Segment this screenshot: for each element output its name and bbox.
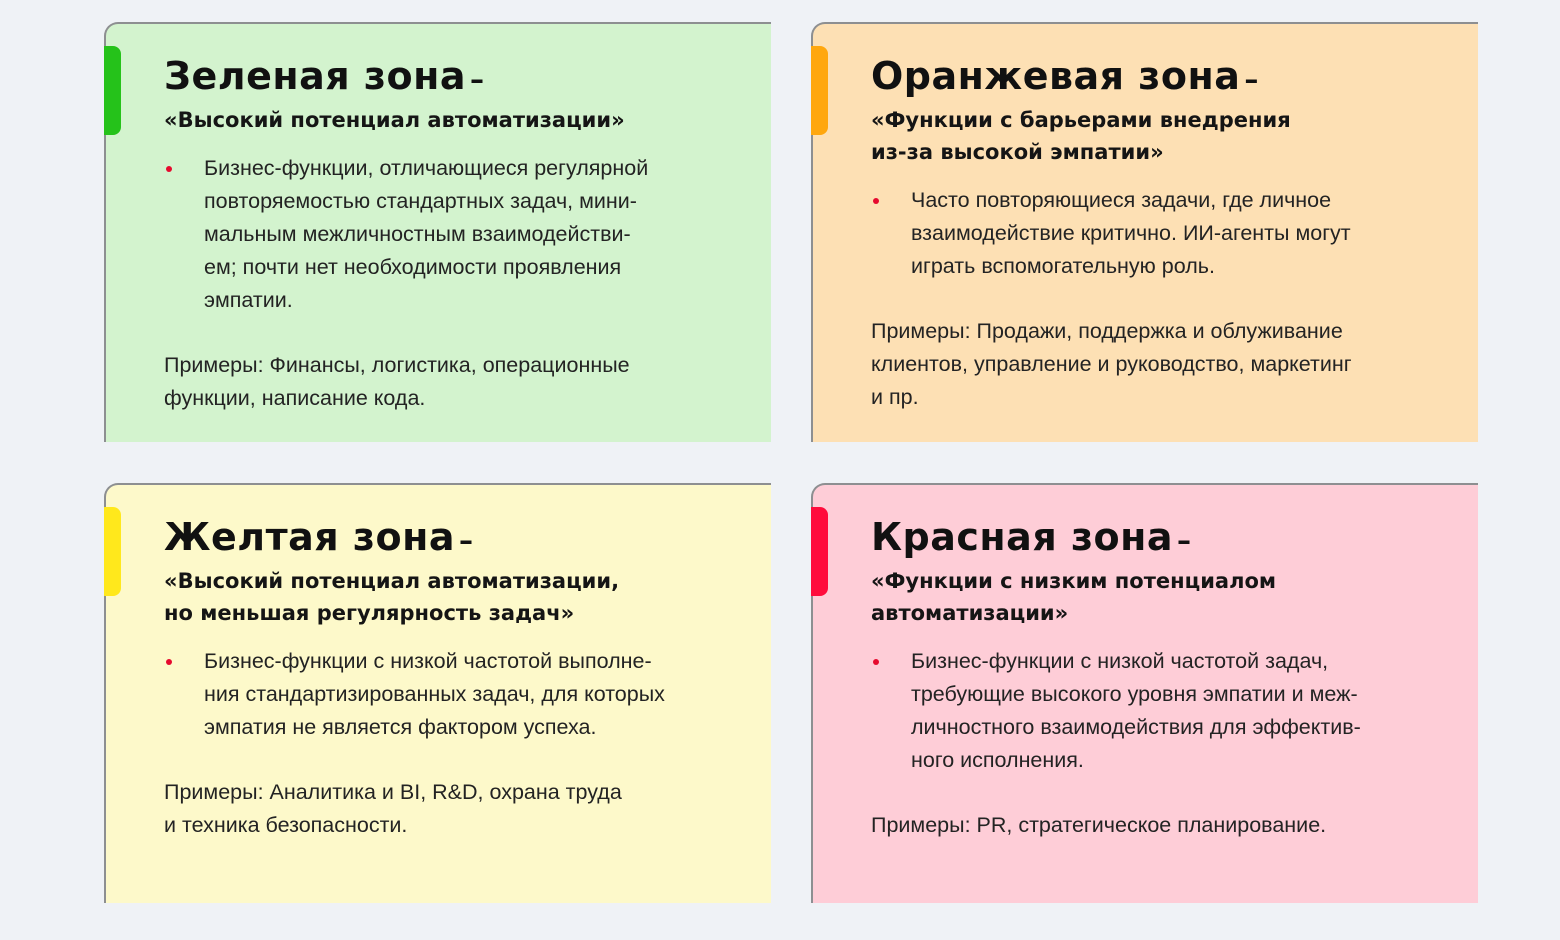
yellow-zone-examples: Примеры: Аналитика и BI, R&D, охрана труда и техника безопасности. — [164, 780, 622, 837]
red-accent-bar — [811, 507, 828, 596]
yellow-zone-title-dash: – — [459, 524, 474, 557]
red-zone-title — [871, 513, 1450, 565]
green-zone-bullet-text: Бизнес-функции, отличающиеся регулярной повторяемостью стандартных задач, мини- мальным межличностным взаимодействи- ем; почти нет необходимости проявления эмпатии. — [204, 156, 649, 312]
yellow-zone-bullet-text: Бизнес-функции с низкой частотой выполне- ния стандартизированных задач, для которых эмпатия не является фактором успеха. — [204, 649, 665, 739]
red-zone-bullet-text: Бизнес-функции с низкой частотой задач, требующие высокого уровня эмпатии и меж- личностного взаимодействия для эффектив- ного исполнения. — [911, 649, 1361, 772]
red-zone-examples: Примеры: PR, стратегическое планирование. — [871, 813, 1327, 837]
green-zone-title — [164, 52, 743, 104]
yellow-zone-title-text: Желтая зона — [164, 515, 456, 559]
bullet-dot-icon — [166, 659, 172, 665]
bullet-dot-icon — [873, 198, 879, 204]
orange-zone-title-text: Оранжевая зона — [871, 54, 1241, 98]
orange-accent-bar — [811, 46, 828, 135]
yellow-zone-title — [164, 513, 743, 565]
bullet-dot-icon — [873, 659, 879, 665]
orange-zone-bullet — [871, 184, 1450, 283]
yellow-zone-subtitle: «Высокий потенциал автоматизации, но меньшая регулярность задач» — [164, 569, 620, 625]
green-zone-bullet — [164, 152, 743, 317]
green-accent-bar — [104, 46, 121, 135]
green-zone-content — [164, 52, 743, 415]
green-zone-examples: Примеры: Финансы, логистика, операционные функции, написание кода. — [164, 353, 630, 410]
green-zone-title-dash: – — [469, 63, 485, 96]
red-zone-title-text: Красная зона — [871, 515, 1174, 559]
green-zone-subtitle: «Высокий потенциал автоматизации» — [164, 108, 625, 132]
orange-zone-subtitle: «Функции с барьерами внедрения из-за высокой эмпатии» — [871, 108, 1291, 164]
red-zone-content — [871, 513, 1450, 842]
red-zone-title-dash: – — [1177, 524, 1192, 557]
orange-zone-content — [871, 52, 1450, 414]
yellow-zone-bullet — [164, 645, 743, 744]
yellow-zone-content — [164, 513, 743, 842]
bullet-dot-icon — [166, 166, 172, 172]
orange-zone-title — [871, 52, 1450, 104]
red-zone-subtitle: «Функции с низким потенциалом автоматизации» — [871, 569, 1277, 625]
red-zone-bullet — [871, 645, 1450, 777]
orange-zone-title-dash: – — [1244, 63, 1259, 96]
yellow-accent-bar — [104, 507, 121, 596]
green-zone-title-text: Зеленая зона — [164, 54, 466, 98]
orange-zone-bullet-text: Часто повторяющиеся задачи, где личное взаимодействие критично. ИИ-агенты могут играть вспомогательную роль. — [911, 188, 1351, 278]
orange-zone-examples: Примеры: Продажи, поддержка и облуживание клиентов, управление и руководство, маркетинг и пр. — [871, 319, 1352, 409]
green-zone-card — [104, 22, 771, 442]
red-zone-card — [811, 483, 1478, 903]
yellow-zone-card — [104, 483, 771, 903]
orange-zone-card — [811, 22, 1478, 442]
